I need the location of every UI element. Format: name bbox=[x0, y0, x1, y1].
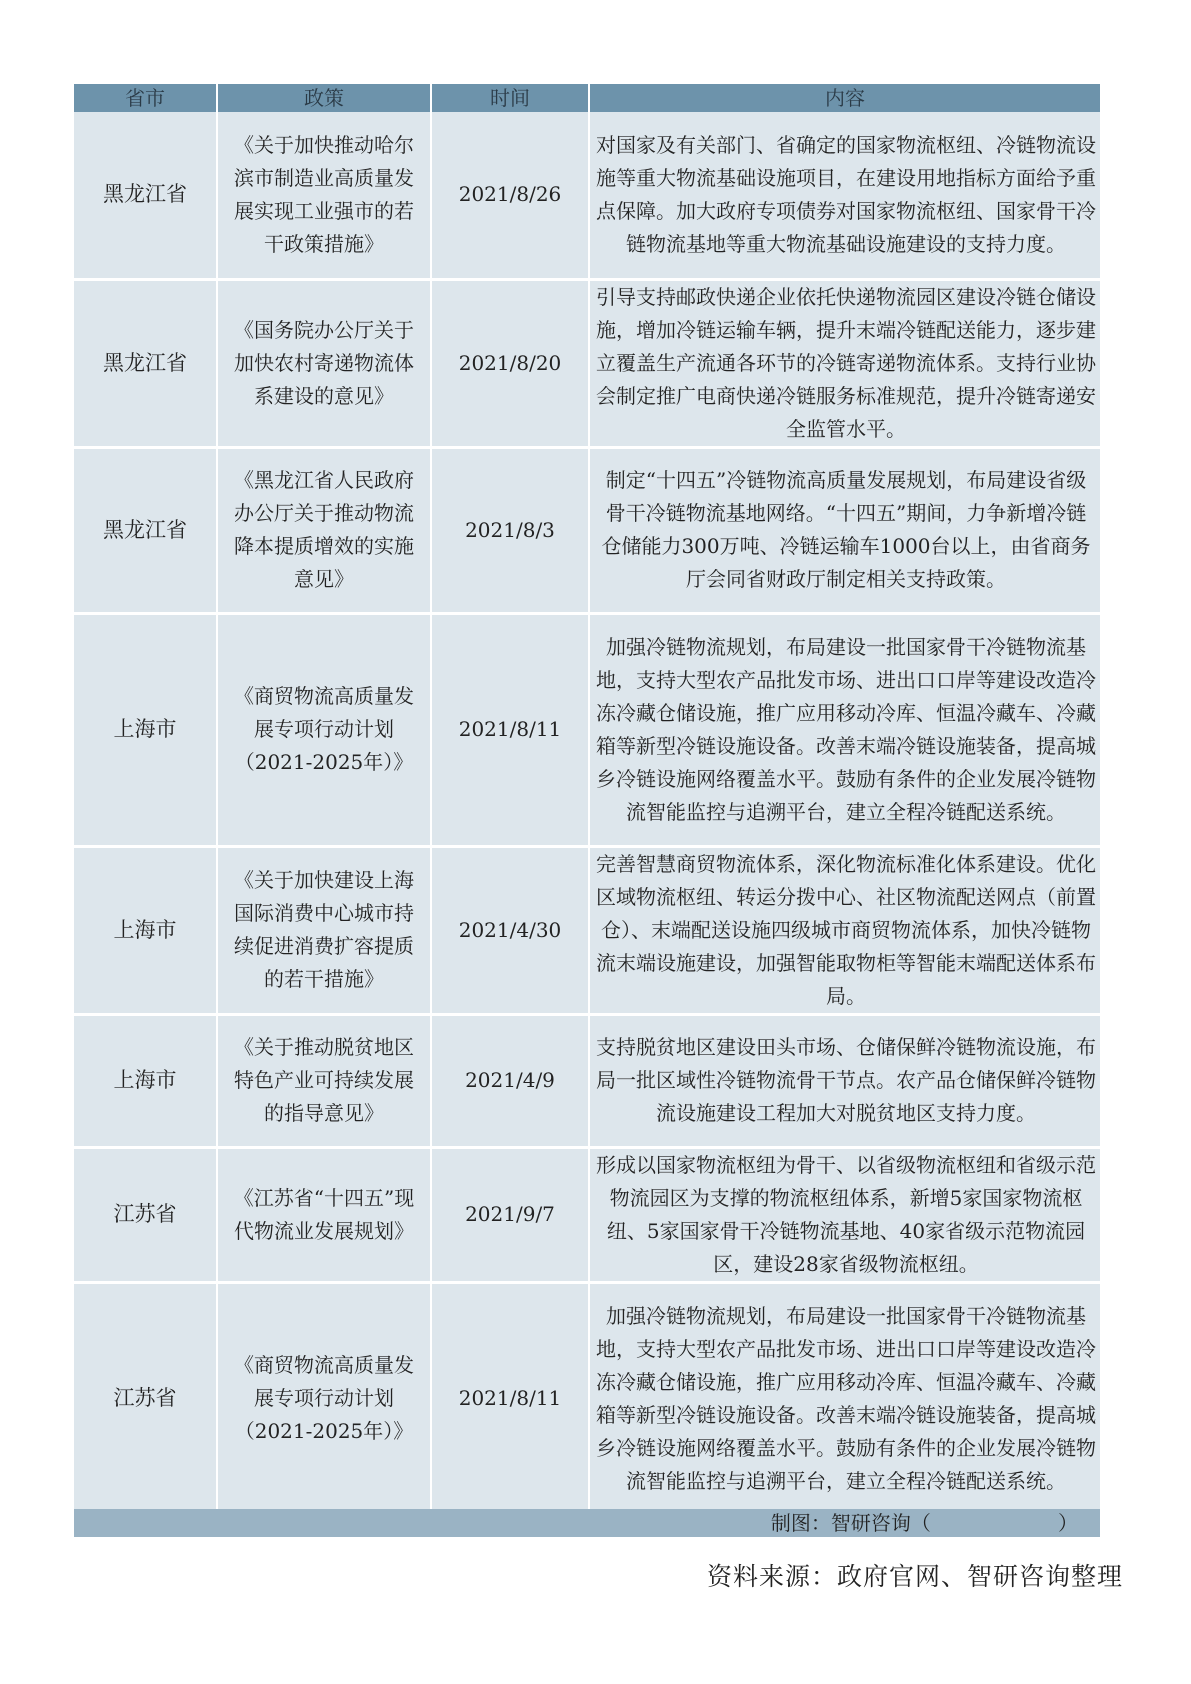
table-row bbox=[74, 112, 1100, 279]
table-row bbox=[74, 1147, 1100, 1282]
date-cell: 2021/8/11 bbox=[431, 1282, 589, 1515]
table-row bbox=[74, 447, 1100, 613]
province-cell: 上海市 bbox=[74, 1014, 217, 1147]
date-cell: 2021/8/3 bbox=[431, 447, 589, 613]
header-content: 内容 bbox=[589, 84, 1100, 112]
policy-cell: 《国务院办公厅关于加快农村寄递物流体系建设的意见》 bbox=[217, 279, 431, 447]
content-cell: 支持脱贫地区建设田头市场、仓储保鲜冷链物流设施，布局一批区域性冷链物流骨干节点。农产品仓储保鲜冷链物流设施建设工程加大对脱贫地区支持力度。 bbox=[589, 1014, 1100, 1147]
table-row bbox=[74, 1282, 1100, 1515]
date-cell: 2021/4/9 bbox=[431, 1014, 589, 1147]
province-cell: 江苏省 bbox=[74, 1282, 217, 1515]
content-cell: 加强冷链物流规划，布局建设一批国家骨干冷链物流基地，支持大型农产品批发市场、进出口口岸等建设改造冷冻冷藏仓储设施，推广应用移动冷库、恒温冷藏车、冷藏箱等新型冷链设施设备。改善末端冷链设施装备，提高城乡冷链设施网络覆盖水平。鼓励有条件的企业发展冷链物流智能监控与追溯平台，建立全程冷链配送系统。 bbox=[589, 1282, 1100, 1515]
province-cell: 江苏省 bbox=[74, 1147, 217, 1282]
table-header-row bbox=[74, 84, 1100, 112]
content-cell: 形成以国家物流枢纽为骨干、以省级物流枢纽和省级示范物流园区为支撑的物流枢纽体系，新增5家国家物流枢纽、5家国家骨干冷链物流基地、40家省级示范物流园区，建设28家省级物流枢纽。 bbox=[589, 1147, 1100, 1282]
policy-cell: 《关于加快推动哈尔滨市制造业高质量发展实现工业强市的若干政策措施》 bbox=[217, 112, 431, 279]
table-row bbox=[74, 279, 1100, 447]
table-row bbox=[74, 846, 1100, 1014]
policy-cell: 《关于推动脱贫地区特色产业可持续发展的指导意见》 bbox=[217, 1014, 431, 1147]
province-cell: 黑龙江省 bbox=[74, 112, 217, 279]
header-policy: 政策 bbox=[217, 84, 431, 112]
policy-cell: 《黑龙江省人民政府办公厅关于推动物流降本提质增效的实施意见》 bbox=[217, 447, 431, 613]
policy-cell: 《商贸物流高质量发展专项行动计划（2021-2025年）》 bbox=[217, 1282, 431, 1515]
table-footer-bar bbox=[74, 1509, 1100, 1537]
table-row bbox=[74, 1014, 1100, 1147]
policy-cell: 《江苏省“十四五”现代物流业发展规划》 bbox=[217, 1147, 431, 1282]
content-cell: 加强冷链物流规划，布局建设一批国家骨干冷链物流基地，支持大型农产品批发市场、进出口口岸等建设改造冷冻冷藏仓储设施，推广应用移动冷库、恒温冷藏车、冷藏箱等新型冷链设施设备。改善末端冷链设施装备，提高城乡冷链设施网络覆盖水平。鼓励有条件的企业发展冷链物流智能监控与追溯平台，建立全程冷链配送系统。 bbox=[589, 613, 1100, 846]
date-cell: 2021/9/7 bbox=[431, 1147, 589, 1282]
policy-cell: 《关于加快建设上海国际消费中心城市持续促进消费扩容提质的若干措施》 bbox=[217, 846, 431, 1014]
table-row bbox=[74, 613, 1100, 846]
content-cell: 完善智慧商贸物流体系，深化物流标准化体系建设。优化区域物流枢纽、转运分拨中心、社区物流配送网点（前置仓）、末端配送设施四级城市商贸物流体系，加快冷链物流末端设施建设，加强智能取物柜等智能末端配送体系布局。 bbox=[589, 846, 1100, 1014]
date-cell: 2021/8/11 bbox=[431, 613, 589, 846]
policy-cell: 《商贸物流高质量发展专项行动计划（2021-2025年）》 bbox=[217, 613, 431, 846]
province-cell: 上海市 bbox=[74, 846, 217, 1014]
chart-credit: 制图：智研咨询（ ） bbox=[770, 1511, 1078, 1535]
date-cell: 2021/8/20 bbox=[431, 279, 589, 447]
policy-table bbox=[74, 84, 1100, 1517]
province-cell: 黑龙江省 bbox=[74, 279, 217, 447]
header-date: 时间 bbox=[431, 84, 589, 112]
date-cell: 2021/4/30 bbox=[431, 846, 589, 1014]
content-cell: 对国家及有关部门、省确定的国家物流枢纽、冷链物流设施等重大物流基础设施项目，在建设用地指标方面给予重点保障。加大政府专项债券对国家物流枢纽、国家骨干冷链物流基地等重大物流基础设施建设的支持力度。 bbox=[589, 112, 1100, 279]
date-cell: 2021/8/26 bbox=[431, 112, 589, 279]
source-note: 资料来源：政府官网、智研咨询整理 bbox=[706, 1562, 1123, 1591]
content-cell: 引导支持邮政快递企业依托快递物流园区建设冷链仓储设施，增加冷链运输车辆，提升末端冷链配送能力，逐步建立覆盖生产流通各环节的冷链寄递物流体系。支持行业协会制定推广电商快递冷链服务标准规范，提升冷链寄递安全监管水平。 bbox=[589, 279, 1100, 447]
province-cell: 上海市 bbox=[74, 613, 217, 846]
header-province: 省市 bbox=[74, 84, 217, 112]
province-cell: 黑龙江省 bbox=[74, 447, 217, 613]
content-cell: 制定“十四五”冷链物流高质量发展规划，布局建设省级骨干冷链物流基地网络。“十四五”期间，力争新增冷链仓储能力300万吨、冷链运输车1000台以上，由省商务厅会同省财政厅制定相关支持政策。 bbox=[589, 447, 1100, 613]
